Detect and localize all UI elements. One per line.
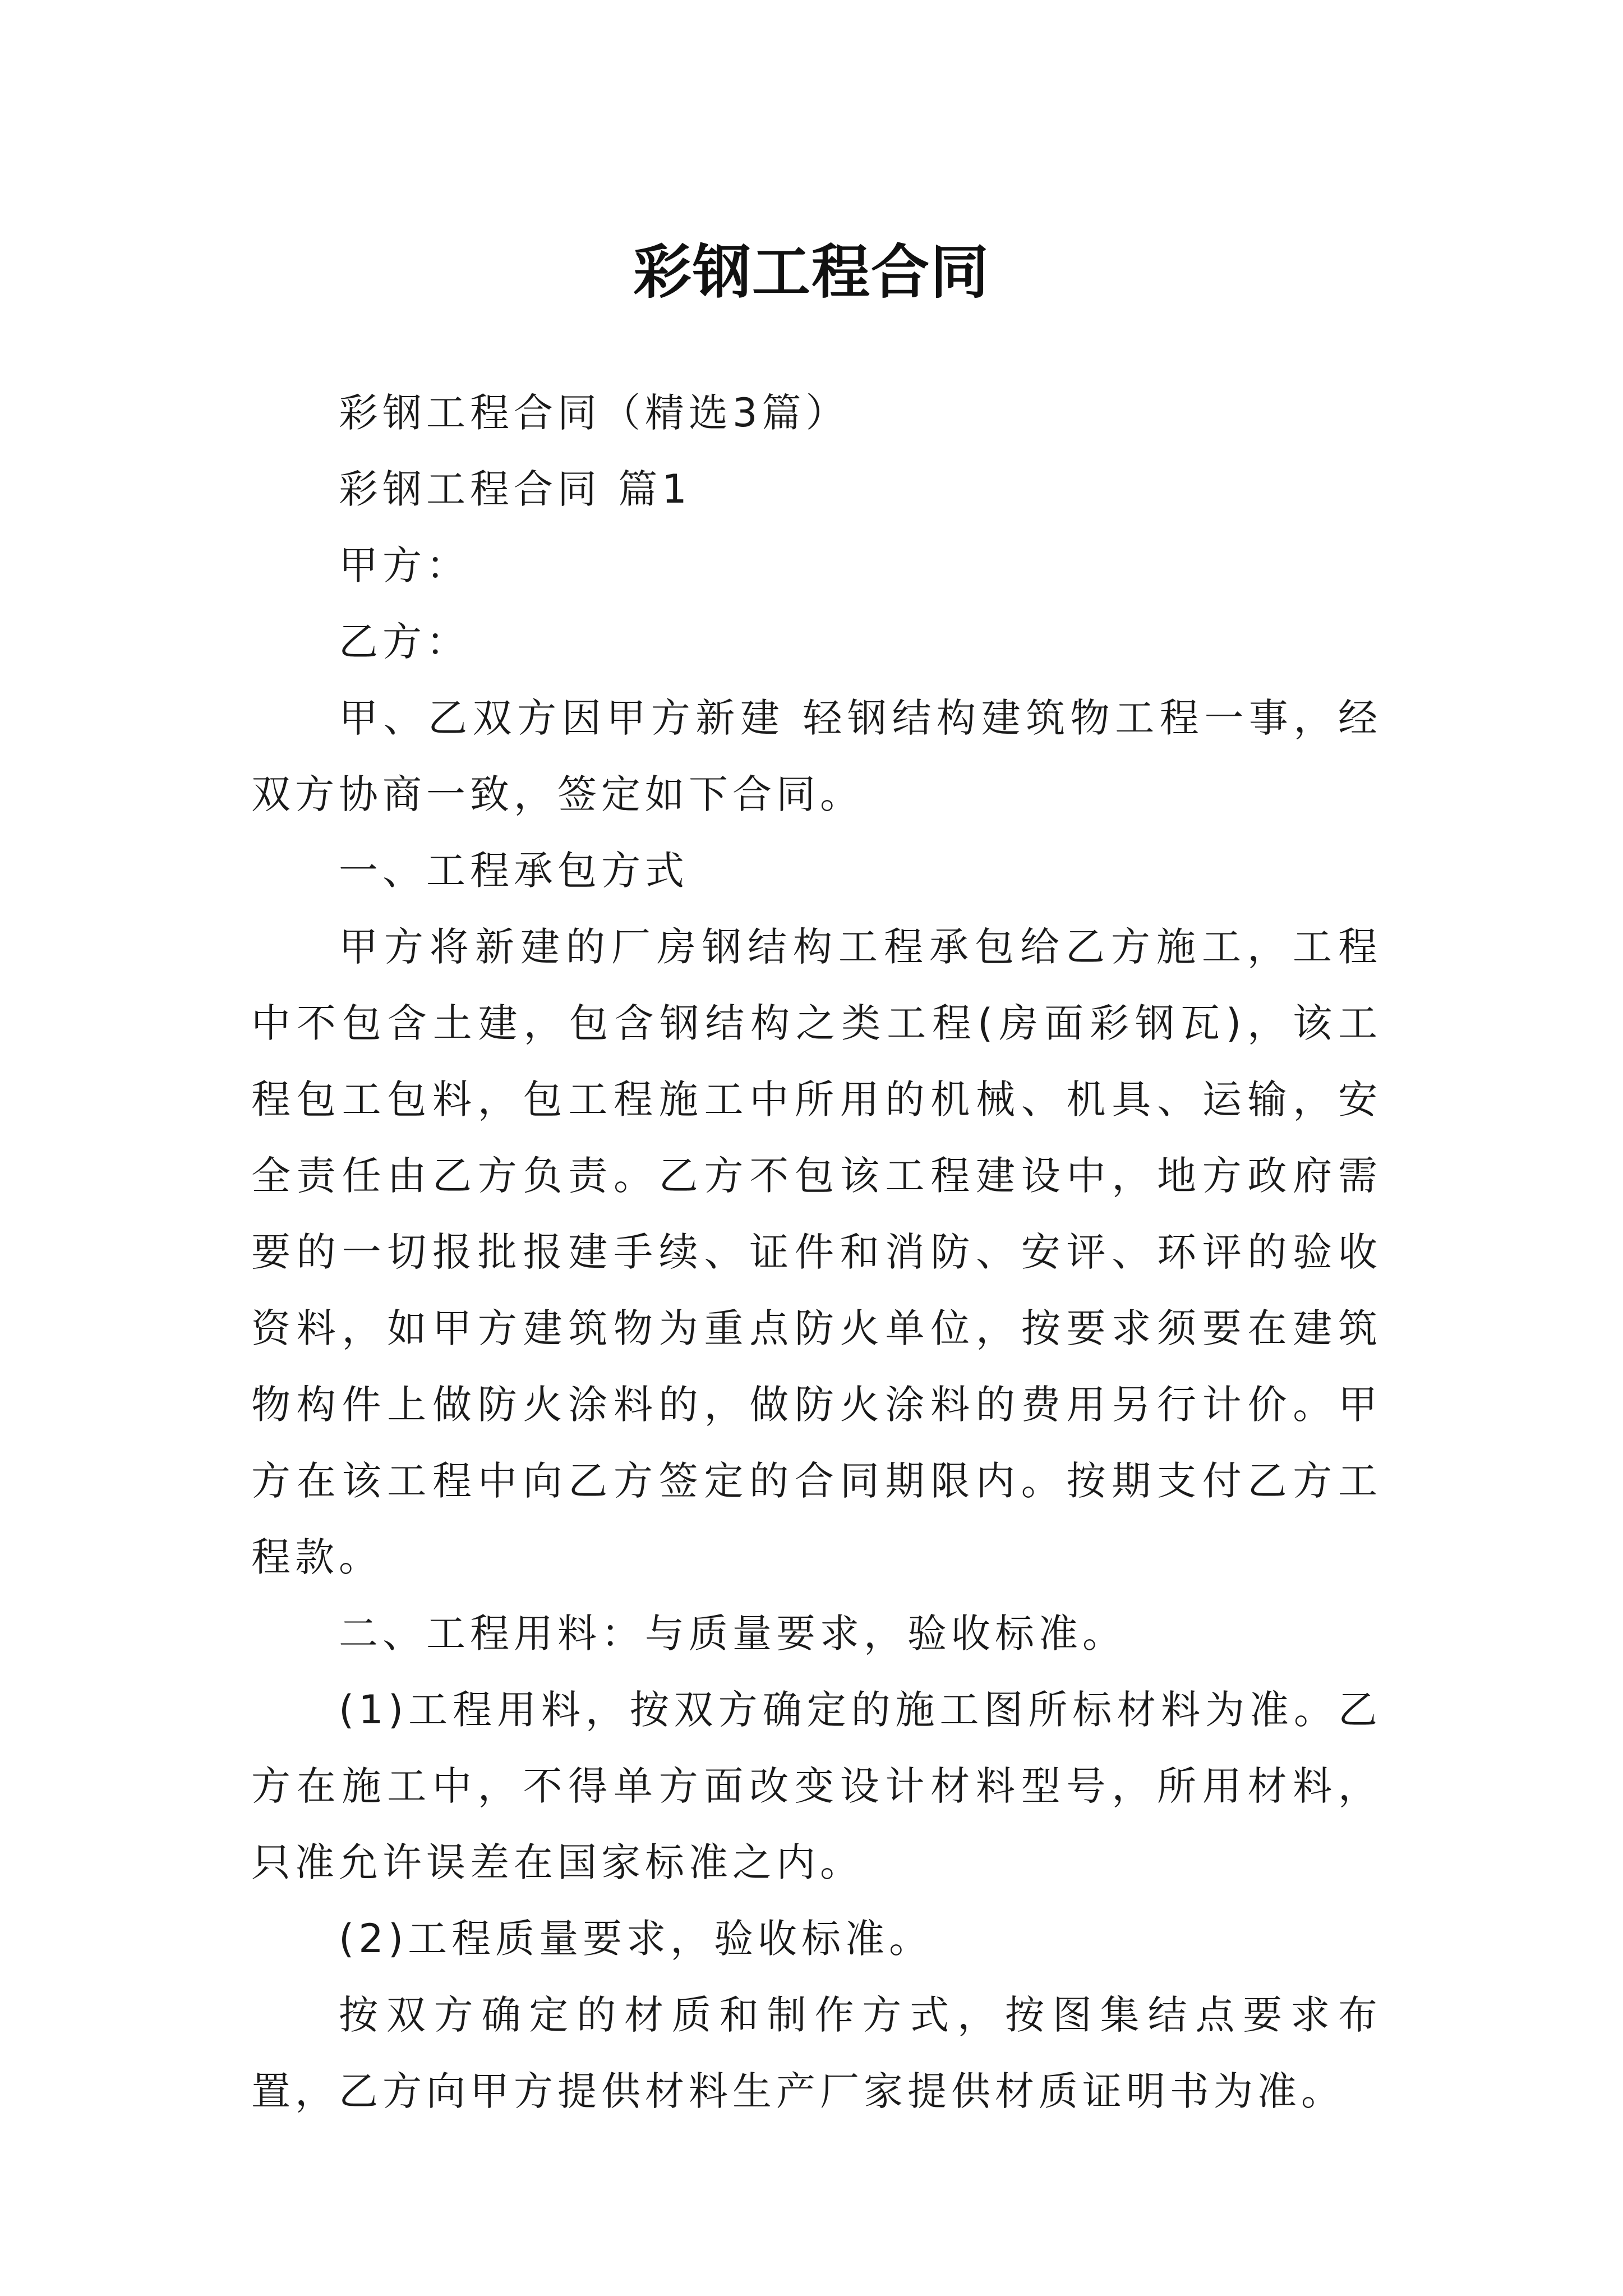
- clause-2-item-1: (1)工程用料，按双方确定的施工图所标材料为准。乙方在施工中，不得单方面改变设计材料型号，所用材料，只准允许误差在国家标准之内。: [251, 1687, 1382, 1885]
- clause-heading-1: 一、工程承包方式: [339, 848, 689, 894]
- section-heading-part-1: 彩钢工程合同 篇1: [339, 466, 691, 512]
- document-title: 彩钢工程合同: [633, 237, 990, 306]
- clause-1-paragraph: 甲方将新建的厂房钢结构工程承包给乙方施工，工程中不包含土建，包含钢结构之类工程(房面彩钢瓦)，该工程包工包料，包工程施工中所用的机械、机具、运输，安全责任由乙方负责。乙方不包该工程建设中，地方政府需要的一切报批报建手续、证件和消防、安评、环评的验收资料，如甲方建筑物为重点防火单位，按要求须要在建筑物构件上做防火涂料的，做防火涂料的费用另行计价。甲方在该工程中向乙方签定的合同期限内。按期支付乙方工程款。: [251, 924, 1382, 1580]
- preamble-paragraph: 甲、乙双方因甲方新建 轻钢结构建筑物工程一事，经双方协商一致，签定如下合同。: [251, 695, 1382, 817]
- party-a-line: 甲方：: [339, 542, 470, 588]
- clause-2-item-2: (2)工程质量要求，验收标准。: [339, 1916, 933, 1962]
- subtitle-paragraph: 彩钢工程合同（精选3篇）: [339, 390, 850, 436]
- document-body: [251, 375, 1382, 2129]
- clause-2-item-2-detail: 按双方确定的材质和制作方式，按图集结点要求布置，乙方向甲方提供材料生产厂家提供材质证明书为准。: [251, 1992, 1382, 2114]
- party-b-line: 乙方：: [339, 619, 470, 665]
- clause-heading-2: 二、工程用料：与质量要求，验收标准。: [339, 1611, 1126, 1657]
